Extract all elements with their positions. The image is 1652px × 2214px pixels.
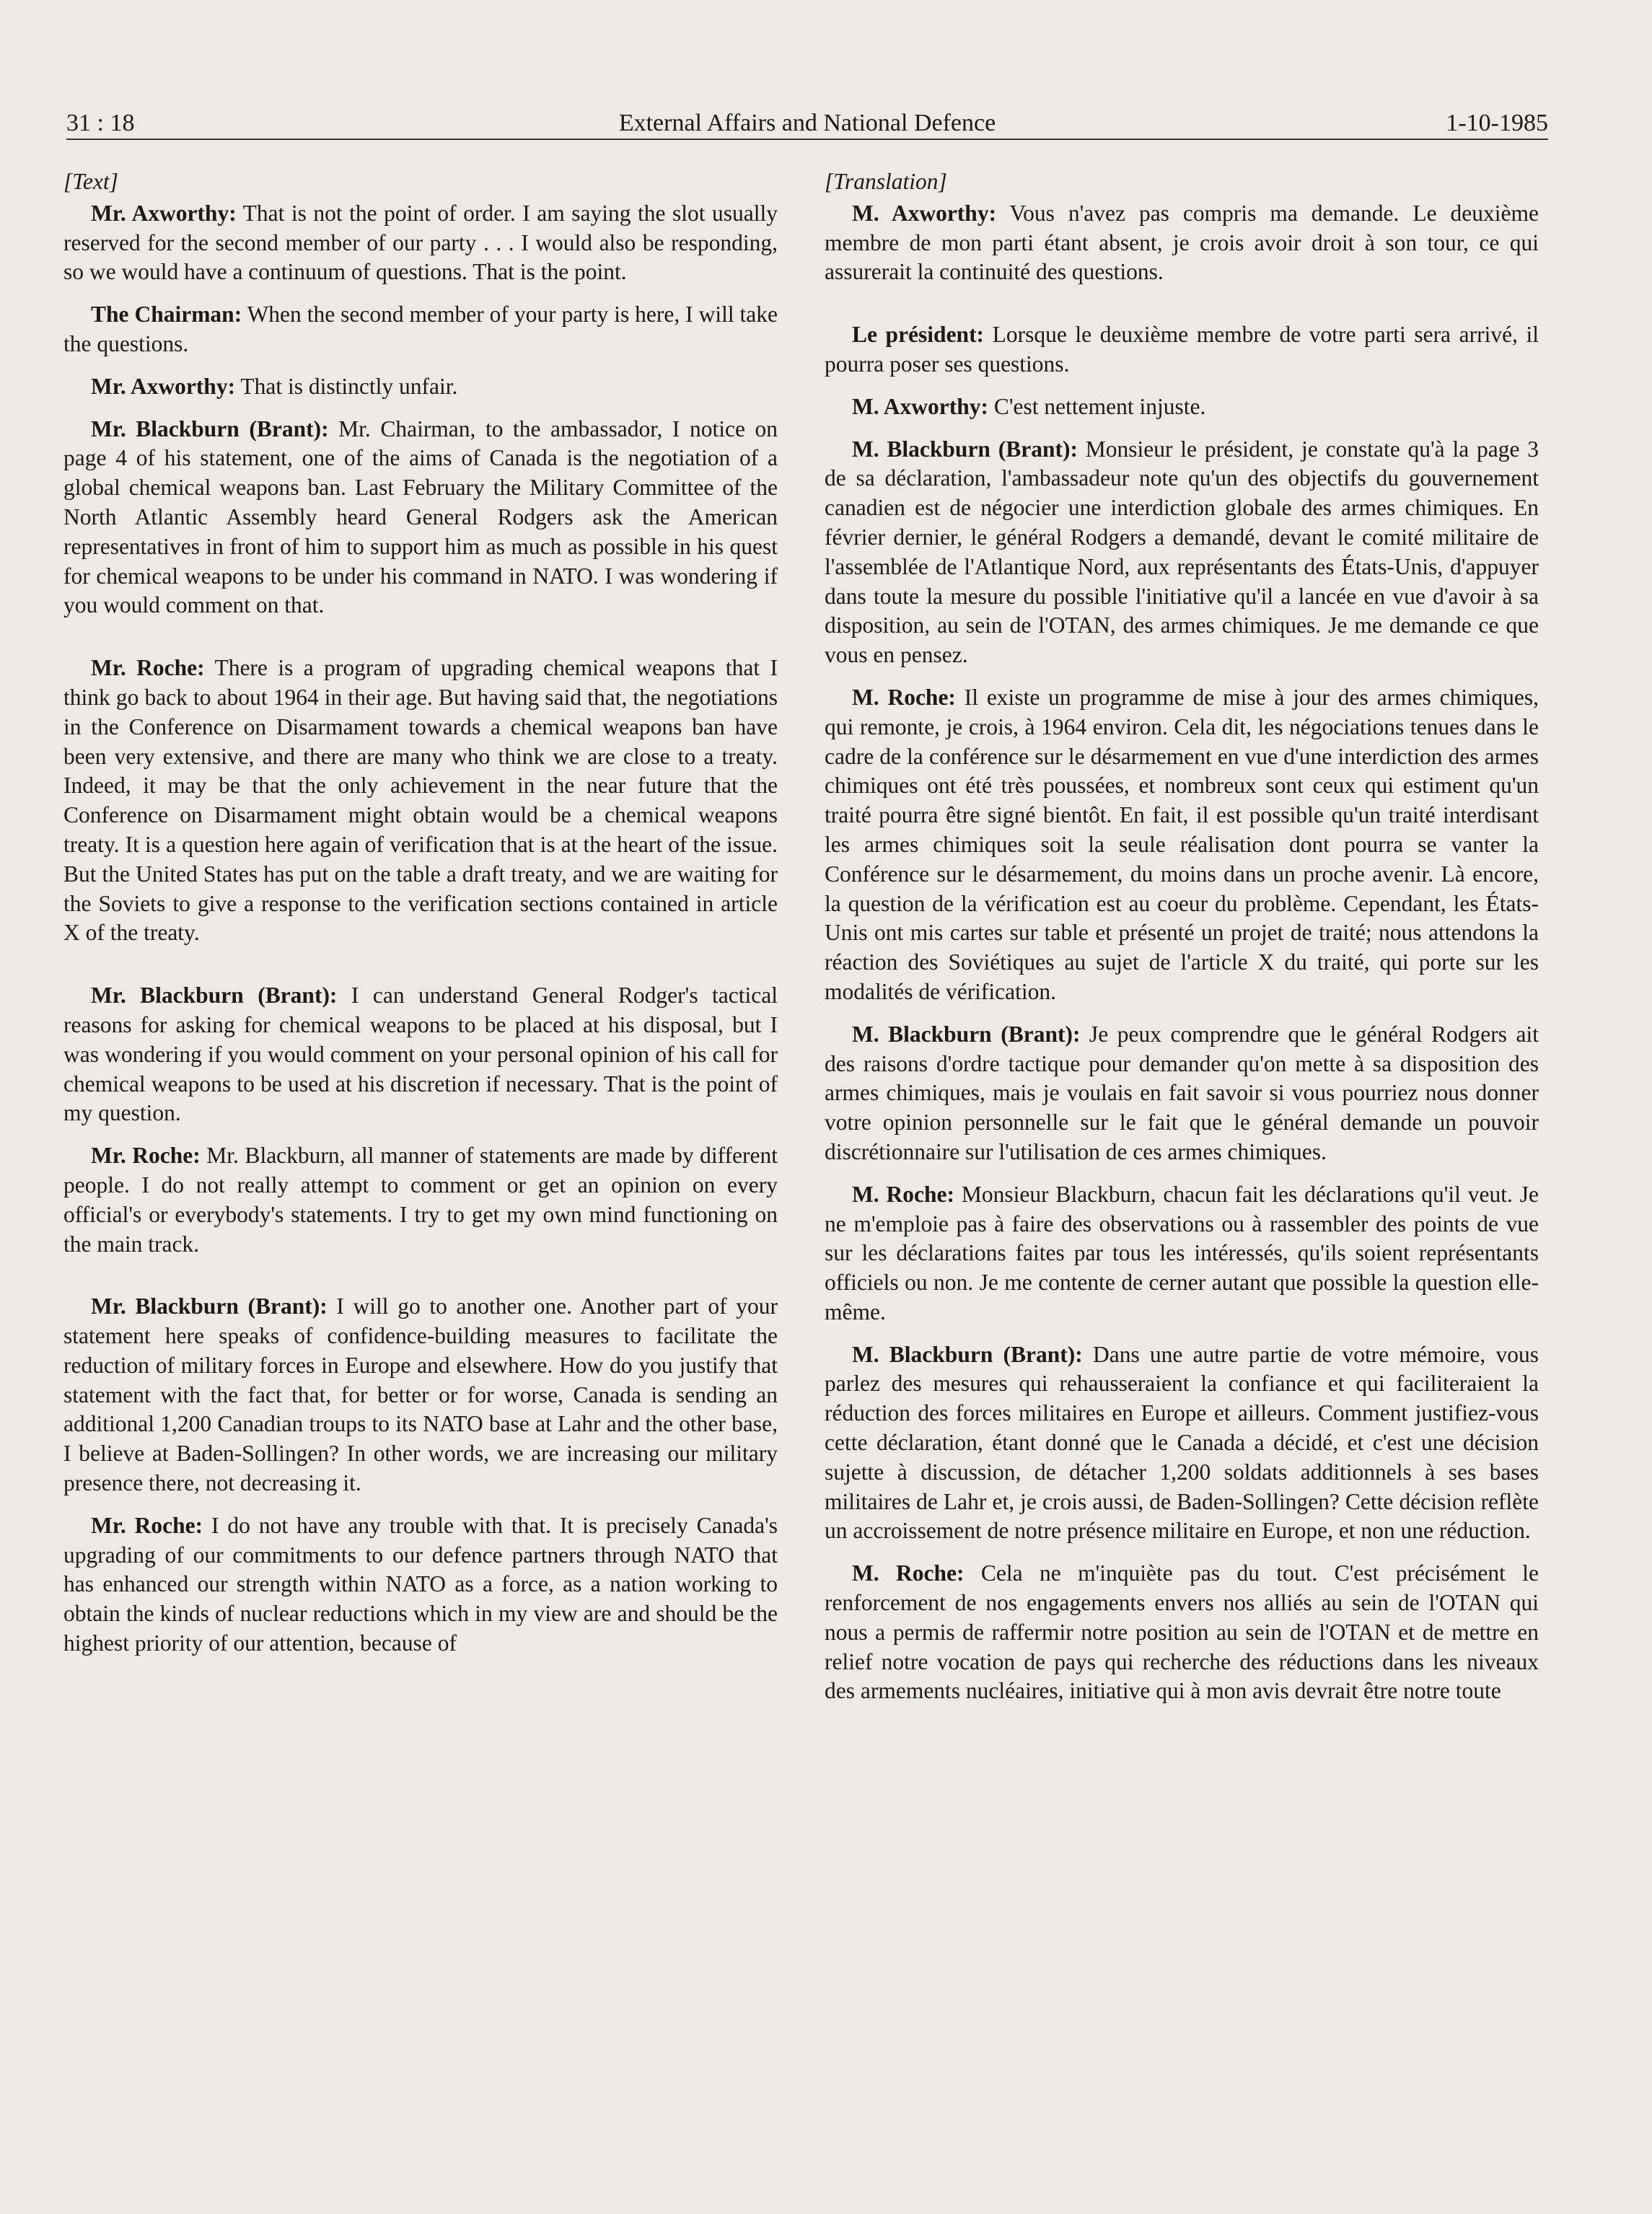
text-tag: [Text] [63,169,118,194]
paragraph-text: Cela ne m'inquiète pas du tout. C'est précisément le renforcement de nos engagements envers nos alliés au sein de l'OTAN qui nous a permis de raffermir notre position au sein de l'OTAN et de mettre en relief notre vocation de pays qui recherche des réductions dans les niveaux des armements nucléaires, initiative qui à mon avis devrait être notre toute [825,1560,1539,1704]
header-date: 1-10-1985 [1446,110,1548,136]
paragraph-text: C'est nettement injuste. [988,393,1206,419]
english-column [63,167,778,1672]
speaker-name: The Chairman: [91,302,242,328]
speaker-name: M. Axworthy: [852,393,988,419]
french-column [825,167,1539,1719]
paragraph-text: I do not have any trouble with that. It is precisely Canada's upgrading of our commitments to our defence partners through NATO that has enhanced our strength within NATO as a force, as a nation working to obtain the kinds of nuclear reductions which in my view are and should be the highest priority of our attention, because of [63,1512,778,1656]
paragraph-text: I will go to another one. Another part of your statement here speaks of confidence-building measures to facilitate the reduction of military forces in Europe and elsewhere. How do you justify that statement with the fact that, for better or for worse, Canada is sending an additional 1,200 Canadian troups to its NATO base at Lahr and the other base, I believe at Baden-Sollingen? In other words, we are increasing our military presence there, not decreasing it. [63,1293,778,1496]
paragraph [63,372,778,402]
paragraph [825,683,1539,1007]
paragraph-text: Monsieur le président, je constate qu'à la page 3 de sa déclaration, l'ambassadeur note qu'un des objectifs du gouvernement canadien est de négocier une interdiction globale des armes chimiques. En février dernier, le général Rodgers a demandé, devant le comité militaire de l'assemblée de l'Atlantique Nord, aux représentants des États-Unis, d'appuyer dans toute la mesure du possible l'initiative qu'il a lancée en vue d'avoir à sa disposition, au sein de l'OTAN, des armes chimiques. Je me demande ce que vous en pensez. [825,436,1539,668]
speaker-name: Le président: [852,322,985,348]
page-header [66,107,1548,140]
speaker-name: Mr. Roche: [91,1143,201,1169]
speaker-name: M. Roche: [852,1560,965,1586]
paragraph [63,300,778,359]
translation-tag: [Translation] [825,169,947,194]
paragraph [825,1020,1539,1167]
paragraph-text: Dans une autre partie de votre mémoire, vous parlez des mesures qui rehausseraient la confiance et qui faciliteraient la réduction des forces militaires en Europe et ailleurs. Comment justifiez-vous cette déclaration, étant donné que le Canada a décidé, et c'est une décision sujette à discussion, de détacher 1,200 soldats additionnels à ses bases militaires de Lahr et, je crois aussi, de Baden-Sollingen? Cette décision reflète un accroissement de notre présence militaire en Europe, et non une réduction. [825,1341,1539,1544]
paragraph-text: I can understand General Rodger's tactical reasons for asking for chemical weapons to be placed at his disposal, but I was wondering if you would comment on your personal opinion of his call for chemical weapons to be used at his discretion if necessary. That is the point of my question. [63,983,778,1126]
paragraph-text: Il existe un programme de mise à jour des armes chimiques, qui remonte, je crois, à 1964 environ. Cela dit, les négociations tenues dans le cadre de la conférence sur le désarmement en vue d'une interdiction des armes chimiques ont été très poussées, et nombreux sont ceux qui estiment qu'un traité pourra être signé bientôt. En fait, il est possible qu'un traité interdisant les armes chimiques soit la seule réalisation dont pourra se vanter la Conférence sur le désarmement, du moins dans un proche avenir. Là encore, la question de la vérification est au coeur du problème. Cependant, les États-Unis ont mis cartes sur table et présenté un projet de traité; nous attendons la réaction des Soviétiques au sujet de l'article X du traité, qui porte sur les modalités de vérification. [825,684,1539,1004]
paragraph-text: Lorsque le deuxième membre de votre parti sera arrivé, il pourra poser ses questions. [825,322,1539,377]
paragraph [63,1511,778,1659]
paragraph [63,1292,778,1498]
running-title: External Affairs and National Defence [618,110,996,136]
speaker-name: Mr. Axworthy: [91,200,237,226]
paragraph-text: There is a program of upgrading chemical weapons that I think go back to about 1964 in their age. But having said that, the negotiations in the Conference on Disarmament towards a chemical weapons ban have been very extensive, and there are many who think we are close to a treaty. Indeed, it may be that the only achievement in the near future that the Conference on Disarmament might obtain would be a chemical weapons treaty. It is a question here again of verification that is at the heart of the issue. But the United States has put on the table a draft treaty, and we are waiting for the Soviets to give a response to the verification sections contained in article X of the treaty. [63,655,778,946]
paragraph [825,435,1539,670]
paragraph-text: That is distinctly unfair. [235,373,458,399]
speaker-name: M. Axworthy: [852,200,997,226]
speaker-name: Mr. Blackburn (Brant): [91,1293,328,1319]
speaker-name: Mr. Axworthy: [91,373,236,399]
speaker-name: M. Blackburn (Brant): [852,1021,1081,1047]
speaker-name: Mr. Blackburn (Brant): [91,416,329,442]
paragraph-text: Vous n'avez pas compris ma demande. Le deuxième membre de mon parti étant absent, je crois avoir droit à son tour, ce qui assurerait la continuité des questions. [825,200,1539,285]
paragraph [63,1141,778,1259]
speaker-name: M. Blackburn (Brant): [852,436,1078,462]
header-rule [66,139,1548,140]
paragraph-text: That is not the point of order. I am saying the slot usually reserved for the second member of our party . . . I would also be responding, so we would have a continuum of questions. That is the point. [63,200,778,285]
speaker-name: Mr. Roche: [91,1512,203,1538]
paragraph [825,320,1539,379]
paragraph [63,415,778,621]
paragraph [825,392,1539,422]
speaker-name: M. Roche: [852,684,956,710]
speaker-name: M. Roche: [852,1181,954,1207]
paragraph [825,1559,1539,1706]
paragraph [825,1340,1539,1547]
paragraph-text: When the second member of your party is here, I will take the questions. [63,302,778,356]
speaker-name: M. Blackburn (Brant): [852,1341,1083,1367]
speaker-name: Mr. Blackburn (Brant): [91,983,338,1009]
paragraph-text: Je peux comprendre que le général Rodgers ait des raisons d'ordre tactique pour demander qu'on mette à sa disposition des armes chimiques, mais je voulais en fait savoir si vous pourriez nous donner votre opinion personnelle sur le fait que le général demande un pouvoir discrétionnaire sur l'utilisation de ces armes chimiques. [825,1021,1539,1164]
paragraph [63,199,778,287]
paragraph [63,654,778,948]
paragraph-text: Mr. Chairman, to the ambassador, I notice on page 4 of his statement, one of the aims of Canada is the negotiation of a global chemical weapons ban. Last February the Military Committee of the North Atlantic Assembly heard General Rodgers ask the American representatives in front of him to support him as much as possible in his quest for chemical weapons to be under his command in NATO. I was wondering if you would comment on that. [63,416,778,618]
page-number: 31 : 18 [66,110,135,136]
paragraph-text: Monsieur Blackburn, chacun fait les déclarations qu'il veut. Je ne m'emploie pas à faire des observations ou à rassembler des points de vue sur les déclarations faites par tous les intéressés, qu'ils soient représentants officiels ou non. Je me contente de cerner autant que possible la question elle-même. [825,1181,1539,1325]
paragraph-text: Mr. Blackburn, all manner of statements are made by different people. I do not really attempt to comment or get an opinion on every official's or everybody's statements. I try to get my own mind functioning on the main track. [63,1143,778,1257]
paragraph [63,981,778,1128]
paragraph [825,199,1539,287]
paragraph [825,1180,1539,1327]
speaker-name: Mr. Roche: [91,655,205,681]
